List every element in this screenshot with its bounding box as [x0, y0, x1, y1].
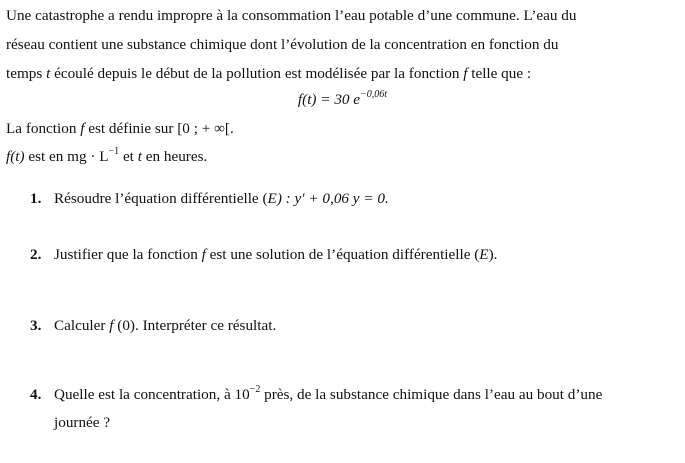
intro-line-3: temps t écoulé depuis le début de la pollution est modélisée par la fonction f telle que : — [6, 65, 532, 82]
units-line: f(t) est en mg · $L^{-1}$ et t en heures. — [6, 145, 208, 165]
question-2: 2. Justifier que la fonction f est une solution de l’équation différentielle (E). — [30, 246, 498, 263]
intro-line-1: Une catastrophe a rendu impropre à la consommation l’eau potable d’une commune. L’eau du — [6, 7, 577, 24]
domain-line: La fonction f est définie sur [0 ; + ∞[. — [6, 120, 234, 137]
function-formula: f(t) = 30 $e^{-0,06t}$ — [297, 88, 388, 108]
intro-line-2: réseau contient une substance chimique dont l’évolution de la concentration en fonction du — [6, 36, 559, 53]
question-4: 4. Quelle est la concentration, à $10^{-2}$ près, de la substance chimique dans l’eau au bout d’une — [30, 383, 603, 403]
question-1: 1. Résoudre l’équation différentielle (E) : y′ + 0,06 y = 0. — [30, 190, 389, 207]
question-3: 3. Calculer f (0). Interpréter ce résultat. — [30, 317, 277, 334]
question-4-continuation: journée ? — [54, 414, 111, 431]
